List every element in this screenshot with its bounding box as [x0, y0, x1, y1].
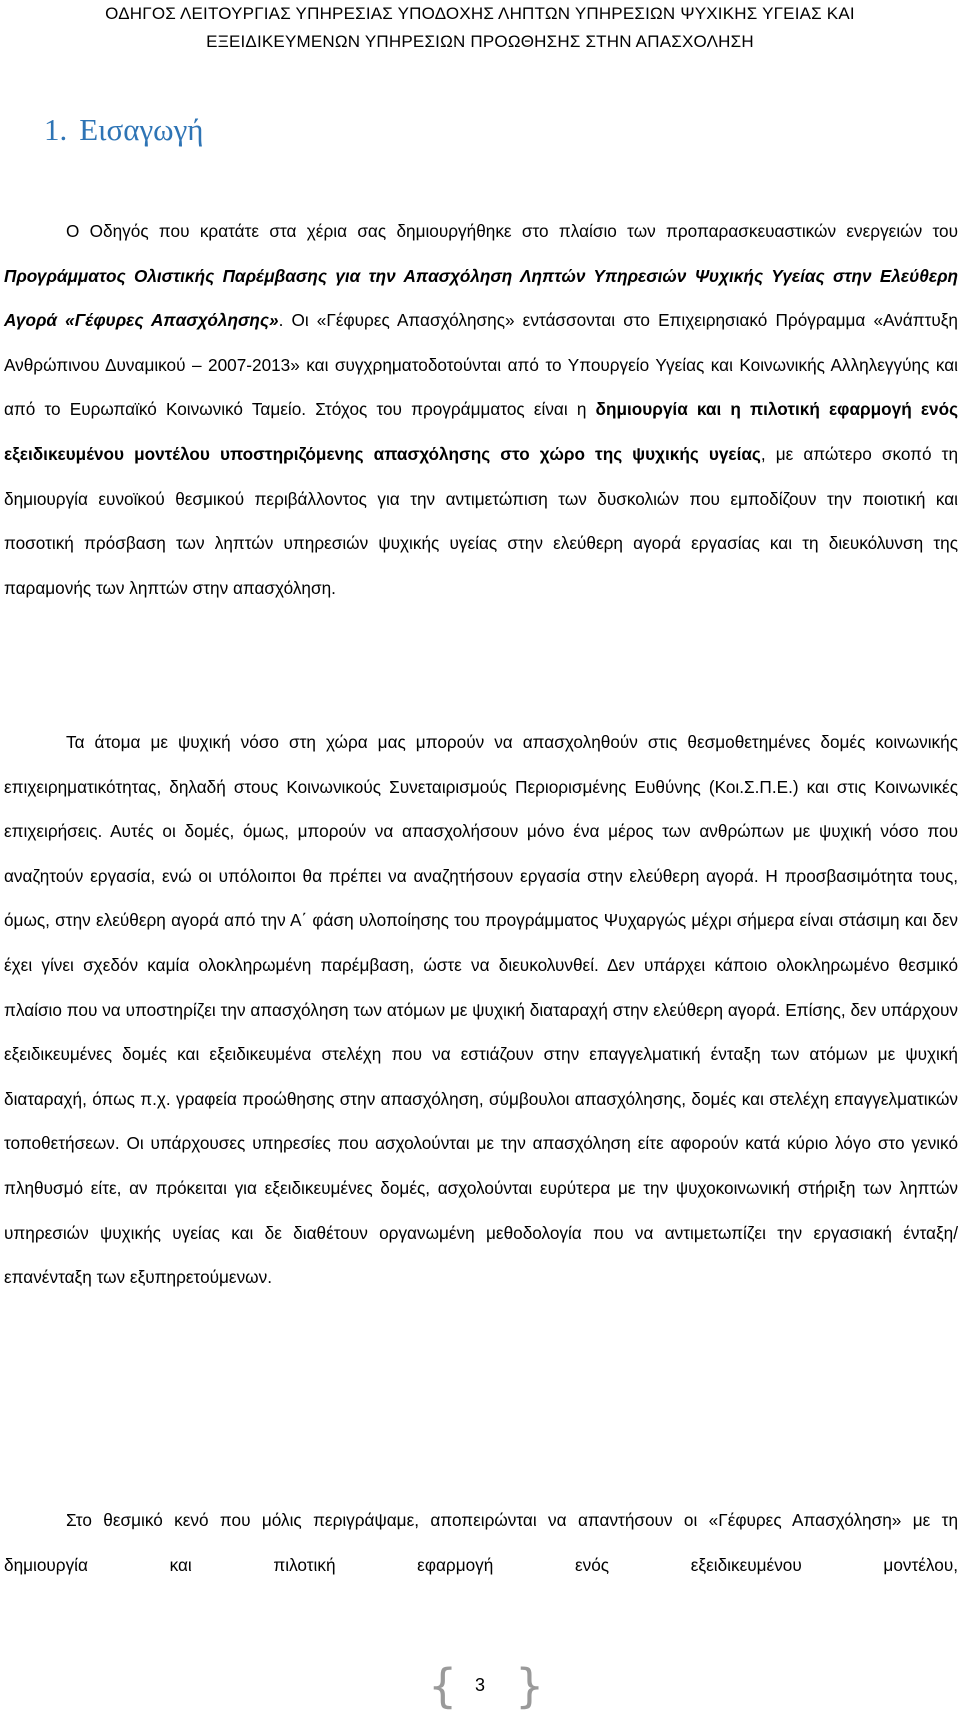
- p1-text-2: . Οι «Γέφυρες Απασχόλησης» εντάσσονται στο Επιχειρησιακό Πρόγραμμα «Ανάπτυξη Ανθρώπινου Δυναμικού – 2007-2013» και συγχρηματοδοτούνται από το Υπουργείο Υγείας και Κοινωνικής Αλληλεγγύης και από το Ευρωπαϊκό Κοινωνικό Ταμείο. Στόχος του προγράμματος είναι η: [4, 310, 958, 420]
- p1-text-3: , με απώτερο σκοπό τη δημιουργία ευνοϊκού θεσμικού περιβάλλοντος για την αντιμετώπιση των δυσκολιών που εμποδίζουν την ποιοτική και ποσοτική πρόσβαση των ληπτών υπηρεσιών ψυχικής υγείας στην ελεύθερη αγορά εργασίας και τη διευκόλυνση της παραμονής των ληπτών στην απασχόληση.: [4, 443, 958, 598]
- section-number: 1.: [44, 112, 68, 147]
- paragraph-gap: [4, 1498, 958, 1587]
- p2-text: Τα άτομα με ψυχική νόσο στη χώρα μας μπορούν να απασχοληθούν στις θεσμοθετημένες δομές κοινωνικής επιχειρηματικότητας, δηλαδή στους Κοινωνικούς Συνεταιρισμούς Περιορισμένης Ευθύνης (Κοι.Σ.Π.Ε.) και στις Κοινωνικές επιχειρήσεις. Αυτές οι δομές, όμως, μπορούν να απασχολήσουν μόνο ένα μέρος των ανθρώπων με ψυχική νόσο που αναζητούν εργασία, ενώ οι υπόλοιποι θα πρέπει να αναζητήσουν εργασία στην ελεύθερη αγορά. Η προσβασιμότητα τους, όμως, στην ελεύθερη αγορά από την Α΄ φάση υλοποίησης του προγράμματος Ψυχαργώς μέχρι σήμερα είναι στάσιμη και δεν έχει γίνει σχεδόν καμία ολοκληρωμένη παρέμβαση, ώστε να διευκολυνθεί. Δεν υπάρχει κάποιο ολοκληρωμένο θεσμικό πλαίσιο που να υποστηρίζει την απασχόληση των ατόμων με ψυχική διαταραχή στην ελεύθερη αγορά. Επίσης, δεν υπάρχουν εξειδικευμένες δομές και εξειδικευμένα στελέχη που να εστιάζουν στην επαγγελματική ένταξη των ατόμων με ψυχική διαταραχή, όπως π.χ. γραφεία προώθησης στην απασχόληση, σύμβουλοι απασχόλησης, δομές και στελέχη επαγγελματικών τοποθετήσεων. Οι υπάρχουσες υπηρεσίες που ασχολούνται με την απασχόληση είτε αφορούν κατά κύριο λόγο στο γενικό πληθυσμό είτε, αν πρόκειται για εξειδικευμένες δομές, ασχολούνται ευρύτερα με την ψυχοκοινωνική στήριξη των ληπτών υπηρεσιών ψυχικής υγείας και δε διαθέτουν οργανωμένη μεθοδολογία που να αντιμετωπίζει την εργασιακή ένταξη/επανένταξη των εξυπηρετούμενων.: [4, 732, 958, 1288]
- footer-brace-right: }: [515, 1659, 545, 1713]
- p3-text: Στο θεσμικό κενό που μόλις περιγράψαμε, αποπειρώνται να απαντήσουν οι «Γέφυρες Απασχόληση» με τη δημιουργία και πιλοτική εφαρμογή ενός εξειδικευμένου μοντέλου,: [4, 1510, 958, 1575]
- page-number: 3: [474, 1675, 485, 1695]
- page-footer: [0, 1659, 960, 1713]
- p1-program-goal: δημιουργία και η πιλοτική εφαρμογή ενός εξειδικευμένου μοντέλου υποστηριζόμενης απασχόλησης στο χώρο της ψυχικής υγείας: [4, 399, 959, 464]
- footer-brace-left: {: [428, 1659, 458, 1713]
- section-title: Εισαγωγή: [79, 112, 204, 147]
- section-heading: [44, 110, 204, 150]
- header-line-1: ΟΔΗΓΟΣ ΛΕΙΤΟΥΡΓΙΑΣ ΥΠΗΡΕΣΙΑΣ ΥΠΟΔΟΧΗΣ ΛΗΠΤΩΝ ΥΠΗΡΕΣΙΩΝ ΨΥΧΙΚΗΣ ΥΓΕΙΑΣ ΚΑΙ: [105, 4, 855, 23]
- paragraph-context: [4, 720, 958, 1300]
- header-line-2: ΕΞΕΙΔΙΚΕΥΜΕΝΩΝ ΥΠΗΡΕΣΙΩΝ ΠΡΟΩΘΗΣΗΣ ΣΤΗΝ ΑΠΑΣΧΟΛΗΣΗ: [206, 32, 754, 51]
- paragraph-intro: [4, 209, 958, 610]
- p1-program-name: Προγράμματος Ολιστικής Παρέμβασης για την Απασχόληση Ληπτών Υπηρεσιών Ψυχικής Υγείας στην Ελεύθερη Αγορά «Γέφυρες Απασχόλησης»: [4, 265, 958, 331]
- running-header: [0, 0, 960, 56]
- p1-text-1: Ο Οδηγός που κρατάτε στα χέρια σας δημιουργήθηκε στο πλαίσιο των προπαρασκευαστικών ενεργειών του: [66, 221, 958, 241]
